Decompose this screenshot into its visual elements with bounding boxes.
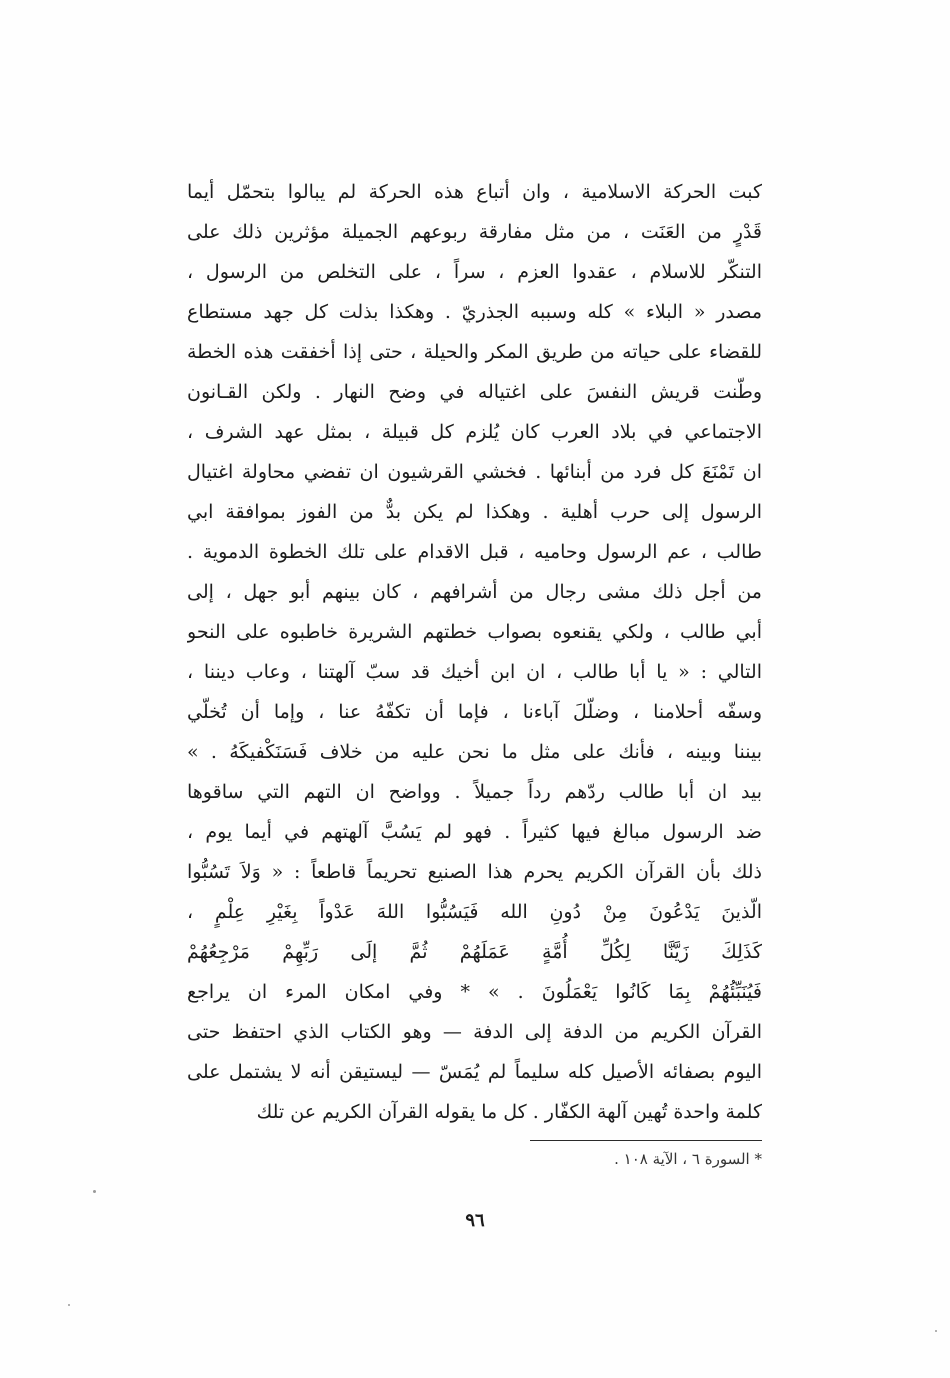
footnote: * السورة ٦ ، الآية ١٠٨ . [614,1150,762,1168]
text-line: كبت الحركة الاسلامية ، وان أتباع هذه الحركة لم يبالوا بتحمّل أيما [187,181,762,203]
scan-speck [68,1304,70,1306]
text-line: الاجتماعي في بلاد العرب كان يُلزم كل قبيلة ، بمثل عهد الشرف ، [187,421,762,443]
text-line: ضد الرسول مبالغ فيها كثيراً . فهو لم يَسُبَّ آلهتهم في أيما يوم ، [187,821,762,843]
page-number: ٩٦ [465,1210,485,1231]
text-line: القرآن الكريم من الدفة إلى الدفة — وهو الكتاب الذي احتفظ حتى [187,1021,762,1043]
text-line: مصدر « البلاء » كله وسببه الجذريّ . وهكذا بذلت كل جهد مستطاع [187,301,762,323]
scan-speck [93,1190,96,1193]
text-line: كلمة واحدة تُهين آلهة الكفّار . كل ما يقوله القرآن الكريم عن تلك [256,1101,762,1123]
text-line: فَيُنَبِّئُهُمْ بِمَا كَانُوا يَعْمَلُونَ . » * وفي امكان المرء ان يراجع [187,981,762,1003]
text-line: أبي طالب ، ولكي يقنعوه بصواب خطتهم الشريرة خاطبوه على النحو [187,621,762,643]
text-line: التنكّر للاسلام ، عقدوا العزم ، سراً ، على التخلص من الرسول ، [187,261,762,283]
text-line: الرسول إلى حرب أهلية . وهكذا لم يكن بدٌّ من الفوز بموافقة ابي [187,501,762,523]
scan-speck [935,1330,937,1332]
text-line: بيد ان أبا طالب ردّهم رداً جميلاً . وواضح ان التهم التي ساقوها [187,781,762,803]
text-line: للقضاء على حياته من طريق المكر والحيلة ، حتى إذا أخفقت هذه الخطة [187,341,762,363]
text-line: الّذينَ يَدْعُونَ مِنْ دُونِ الله فَيَسُبُّوا اللهَ عَدْواً بِغَيْرِ عِلْمٍ ، [187,901,762,923]
text-line: بيننا وبينه ، فأنك على مثل ما نحن عليه من خلاف فَسَنَكْفيكَهُ . » [187,741,762,763]
text-line: وسفّه أحلامنا ، وضلّلَ آباءنا ، فإما أن تكفّهُ عنا ، وإما أن تُخلّي [187,701,762,723]
text-line: قَدْرٍ من العَنَت ، من مثل مفارقة ربوعهم الجميلة مؤثرين ذلك على [187,221,762,243]
footnote-divider [530,1140,762,1141]
text-line: طالب ، عم الرسول وحاميه ، قبل الاقدام على تلك الخطوة الدموية . [187,541,762,563]
text-line: التالي : « يا أبا طالب ، ان ابن أخيك قد سبّ آلهتنا ، وعاب ديننا ، [187,661,762,683]
body-text [187,172,762,1132]
text-line: ان تَمْنَعَ كل فرد من أبنائها . فخشي القرشيون ان تفضي محاولة اغتيال [187,461,762,483]
text-line: ذلك بأن القرآن الكريم يحرم هذا الصنيع تحريماً قاطعاً : « وَلاَ تَسُبُّوا [187,861,762,883]
text-line: اليوم بصفائه الأصيل كله سليماً لم يُمَسّ — ليستيقن أنه لا يشتمل على [187,1061,762,1083]
text-line: كَذَلِكَ زَيَّنَّا لِكُلِّ أُمَّةٍ عَمَلَهُمْ ثُمَّ إلَى رَبِّهِمْ مَرْجِعُهُمْ [187,941,762,963]
text-line: من أجل ذلك مشى رجال من أشرافهم ، كان بينهم أبو جهل ، إلى [187,581,762,603]
text-line: وطّنت قريش النفسَ على اغتياله في وضح النهار . ولكن القـانون [187,381,762,403]
